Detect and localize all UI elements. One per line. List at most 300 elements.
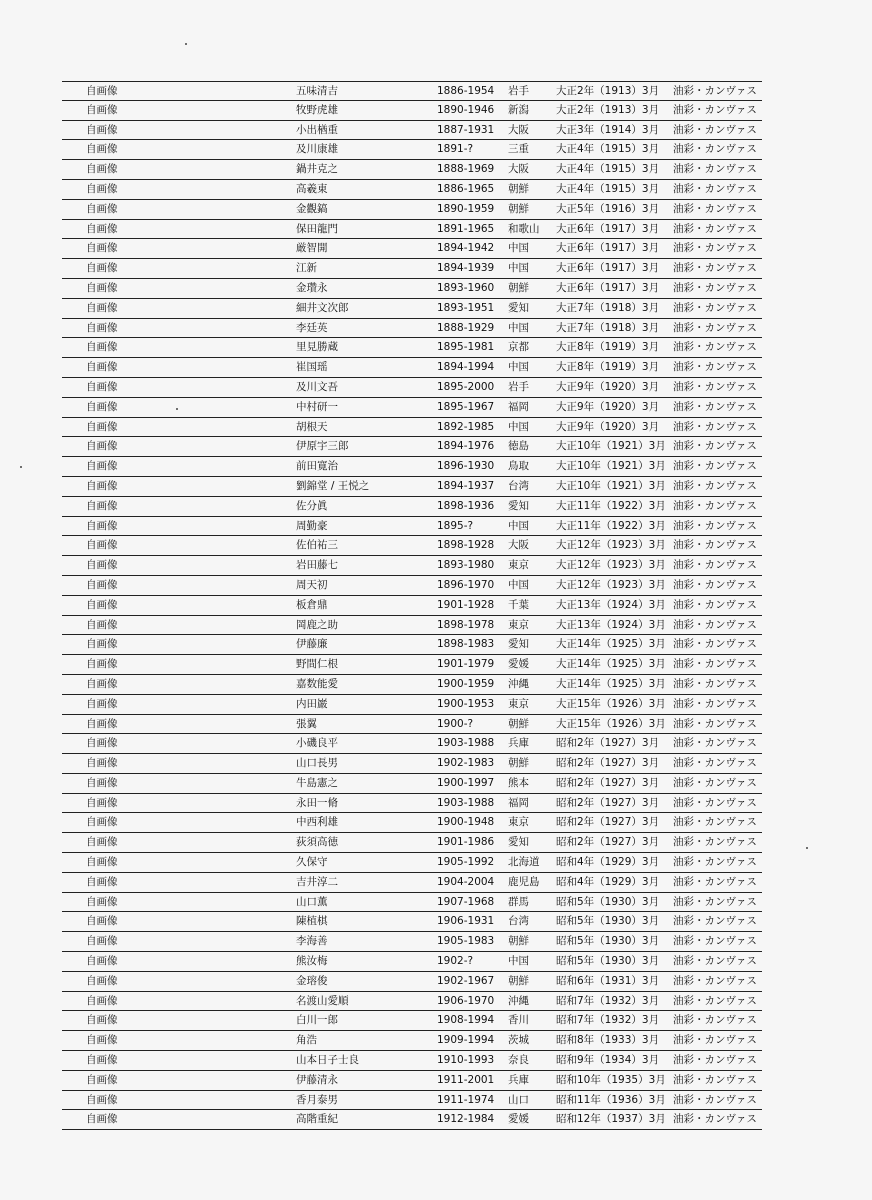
table-row [62, 517, 762, 537]
graduation-date: 昭和2年（1927）3月 [556, 776, 660, 789]
artist-name: 山口薫 [296, 895, 328, 908]
artist-years: 1911-1974 [437, 1093, 495, 1106]
artist-years: 1893-1951 [437, 301, 495, 314]
artist-years: 1902-1983 [437, 757, 495, 770]
graduation-date: 大正7年（1918）3月 [556, 301, 660, 314]
artist-years: 1894-1937 [437, 479, 495, 492]
medium: 油彩・カンヴァス [673, 856, 757, 869]
table-row [62, 813, 762, 833]
artist-name: 岡鹿之助 [296, 618, 338, 631]
artist-years: 1895-1981 [437, 341, 495, 354]
table-row [62, 259, 762, 279]
graduation-date: 大正14年（1925）3月 [556, 638, 666, 651]
table-row [62, 774, 762, 794]
artist-name: 伊藤廉 [296, 638, 328, 651]
artist-name: 及川康雄 [296, 143, 338, 156]
graduation-date: 大正3年（1914）3月 [556, 123, 660, 136]
medium: 油彩・カンヴァス [673, 895, 757, 908]
table-row [62, 279, 762, 299]
graduation-date: 昭和2年（1927）3月 [556, 757, 660, 770]
table-row [62, 992, 762, 1012]
table-row [62, 912, 762, 932]
birthplace: 岩手 [508, 85, 529, 97]
medium: 油彩・カンヴァス [673, 103, 757, 116]
artist-years: 1901-1986 [437, 836, 495, 849]
medium: 油彩・カンヴァス [673, 539, 757, 552]
table-row [62, 497, 762, 517]
artwork-title: 自画像 [86, 578, 118, 591]
table-row [62, 635, 762, 655]
graduation-date: 昭和11年（1936）3月 [556, 1093, 666, 1106]
medium: 油彩・カンヴァス [673, 341, 757, 354]
artist-years: 1895-2000 [437, 380, 495, 393]
birthplace: 朝鮮 [508, 182, 529, 195]
medium: 油彩・カンヴァス [673, 578, 757, 591]
artist-name: 厳智開 [296, 242, 328, 255]
artist-name: 嘉数能愛 [296, 677, 338, 690]
artist-name: 熊汝梅 [296, 955, 328, 968]
table-row [62, 833, 762, 853]
birthplace: 中国 [508, 262, 529, 275]
medium: 油彩・カンヴァス [673, 400, 757, 413]
artist-name: 陳植棋 [296, 915, 328, 928]
artist-name: 前田寛治 [296, 460, 338, 473]
artist-name: 野間仁根 [296, 658, 338, 671]
graduation-date: 大正13年（1924）3月 [556, 598, 666, 611]
table-row [62, 873, 762, 893]
birthplace: 中国 [508, 321, 529, 334]
birthplace: 香川 [508, 1014, 529, 1027]
artwork-title: 自画像 [86, 717, 118, 730]
artist-years: 1900-1948 [437, 816, 495, 829]
table-row [62, 338, 762, 358]
graduation-date: 大正9年（1920）3月 [556, 400, 660, 413]
artist-name: 周天初 [296, 578, 328, 591]
graduation-date: 大正2年（1913）3月 [556, 85, 660, 97]
graduation-date: 大正10年（1921）3月 [556, 440, 666, 453]
graduation-date: 大正15年（1926）3月 [556, 717, 666, 730]
graduation-date: 大正4年（1915）3月 [556, 182, 660, 195]
artist-years: 1896-1930 [437, 460, 495, 473]
artist-name: 金瓚永 [296, 281, 328, 294]
birthplace: 中国 [508, 242, 529, 255]
artwork-title: 自画像 [86, 974, 118, 987]
birthplace: 朝鮮 [508, 757, 529, 770]
artist-years: 1891-1965 [437, 222, 495, 235]
artist-name: 崔国瑶 [296, 361, 328, 374]
medium: 油彩・カンヴァス [673, 955, 757, 968]
artist-name: 伊原宇三郎 [296, 440, 349, 453]
artwork-title: 自画像 [86, 1093, 118, 1106]
graduation-date: 大正14年（1925）3月 [556, 677, 666, 690]
medium: 油彩・カンヴァス [673, 737, 757, 750]
birthplace: 福岡 [508, 400, 529, 413]
medium: 油彩・カンヴァス [673, 380, 757, 393]
artist-name: 里見勝蔵 [296, 341, 338, 354]
artwork-title: 自画像 [86, 895, 118, 908]
birthplace: 中国 [508, 420, 529, 433]
medium: 油彩・カンヴァス [673, 717, 757, 730]
artwork-title: 自画像 [86, 776, 118, 789]
table-row [62, 358, 762, 378]
artist-years: 1903-1988 [437, 737, 495, 750]
graduation-date: 大正8年（1919）3月 [556, 341, 660, 354]
birthplace: 千葉 [508, 598, 529, 611]
artist-years: 1894-1994 [437, 361, 495, 374]
birthplace: 中国 [508, 519, 529, 532]
medium: 油彩・カンヴァス [673, 519, 757, 532]
table-row [62, 655, 762, 675]
graduation-date: 大正12年（1923）3月 [556, 559, 666, 572]
artist-name: 山本日子士良 [296, 1054, 359, 1067]
artist-years: 1904-2004 [437, 875, 495, 888]
paper-speck [185, 43, 187, 45]
table-row [62, 893, 762, 913]
artist-name: 板倉鼎 [296, 598, 328, 611]
artist-years: 1887-1931 [437, 123, 495, 136]
medium: 油彩・カンヴァス [673, 994, 757, 1007]
birthplace: 兵庫 [508, 737, 529, 750]
artwork-title: 自画像 [86, 539, 118, 552]
graduation-date: 大正12年（1923）3月 [556, 539, 666, 552]
medium: 油彩・カンヴァス [673, 816, 757, 829]
table-row [62, 319, 762, 339]
artist-name: 張翼 [296, 717, 317, 730]
medium: 油彩・カンヴァス [673, 1054, 757, 1067]
medium: 油彩・カンヴァス [673, 163, 757, 176]
artwork-title: 自画像 [86, 380, 118, 393]
artist-years: 1908-1994 [437, 1014, 495, 1027]
artist-years: 1894-1939 [437, 262, 495, 275]
artist-name: 高羲東 [296, 182, 328, 195]
artwork-title: 自画像 [86, 321, 118, 334]
graduation-date: 大正11年（1922）3月 [556, 499, 666, 512]
artist-years: 1892-1985 [437, 420, 495, 433]
graduation-date: 大正10年（1921）3月 [556, 460, 666, 473]
artist-years: 1893-1980 [437, 559, 495, 572]
graduation-date: 大正6年（1917）3月 [556, 242, 660, 255]
artist-years: 1906-1970 [437, 994, 495, 1007]
artwork-title: 自画像 [86, 499, 118, 512]
birthplace: 愛知 [508, 499, 529, 512]
artist-years: 1893-1960 [437, 281, 495, 294]
table-row [62, 140, 762, 160]
artist-years: 1891-? [437, 143, 474, 156]
medium: 油彩・カンヴァス [673, 875, 757, 888]
birthplace: 東京 [508, 816, 529, 829]
artist-years: 1894-1942 [437, 242, 495, 255]
artwork-title: 自画像 [86, 816, 118, 829]
artist-years: 1902-1967 [437, 974, 495, 987]
medium: 油彩・カンヴァス [673, 1113, 757, 1126]
table-row [62, 616, 762, 636]
table-row [62, 378, 762, 398]
birthplace: 朝鮮 [508, 202, 529, 215]
artwork-title: 自画像 [86, 400, 118, 413]
birthplace: 大阪 [508, 539, 529, 552]
artist-name: 吉井淳二 [296, 875, 338, 888]
artwork-title: 自画像 [86, 559, 118, 572]
birthplace: 朝鮮 [508, 717, 529, 730]
graduation-date: 昭和5年（1930）3月 [556, 935, 660, 948]
medium: 油彩・カンヴァス [673, 479, 757, 492]
medium: 油彩・カンヴァス [673, 638, 757, 651]
artist-name: 保田龍門 [296, 222, 338, 235]
artist-years: 1903-1988 [437, 796, 495, 809]
artist-name: 高階重紀 [296, 1113, 338, 1126]
birthplace: 三重 [508, 143, 529, 156]
artist-years: 1898-1978 [437, 618, 495, 631]
artist-years: 1895-? [437, 519, 474, 532]
artwork-title: 自画像 [86, 1014, 118, 1027]
artwork-title: 自画像 [86, 202, 118, 215]
artist-name: 小磯良平 [296, 737, 338, 750]
artist-name: 牧野虎雄 [296, 103, 338, 116]
artwork-title: 自画像 [86, 1073, 118, 1086]
artist-years: 1901-1979 [437, 658, 495, 671]
birthplace: 徳島 [508, 440, 529, 453]
medium: 油彩・カンヴァス [673, 1093, 757, 1106]
graduation-date: 大正11年（1922）3月 [556, 519, 666, 532]
artwork-title: 自画像 [86, 341, 118, 354]
artwork-title: 自画像 [86, 875, 118, 888]
medium: 油彩・カンヴァス [673, 776, 757, 789]
table-row [62, 1031, 762, 1051]
artist-years: 1900-? [437, 717, 474, 730]
table-row [62, 437, 762, 457]
artwork-title: 自画像 [86, 1034, 118, 1047]
artist-years: 1902-? [437, 955, 474, 968]
medium: 油彩・カンヴァス [673, 1034, 757, 1047]
artist-years: 1900-1953 [437, 697, 495, 710]
artist-years: 1907-1968 [437, 895, 495, 908]
medium: 油彩・カンヴァス [673, 836, 757, 849]
graduation-date: 昭和7年（1932）3月 [556, 1014, 660, 1027]
graduation-date: 大正9年（1920）3月 [556, 420, 660, 433]
artist-name: 牛島憲之 [296, 776, 338, 789]
medium: 油彩・カンヴァス [673, 499, 757, 512]
graduation-date: 昭和8年（1933）3月 [556, 1034, 660, 1047]
table-row [62, 299, 762, 319]
birthplace: 京都 [508, 341, 529, 354]
artist-name: 伊藤清永 [296, 1073, 338, 1086]
artist-years: 1898-1928 [437, 539, 495, 552]
artist-years: 1912-1984 [437, 1113, 495, 1126]
birthplace: 山口 [508, 1093, 529, 1106]
table-row [62, 1091, 762, 1111]
artwork-title: 自画像 [86, 697, 118, 710]
graduation-date: 昭和2年（1927）3月 [556, 796, 660, 809]
medium: 油彩・カンヴァス [673, 182, 757, 195]
artist-name: 金瑢俊 [296, 974, 328, 987]
medium: 油彩・カンヴァス [673, 301, 757, 314]
artist-name: 江新 [296, 262, 317, 275]
graduation-date: 大正6年（1917）3月 [556, 222, 660, 235]
artwork-title: 自画像 [86, 915, 118, 928]
artist-name: 李海善 [296, 935, 328, 948]
artist-name: 劉錦堂 / 王悦之 [296, 479, 370, 492]
graduation-date: 大正14年（1925）3月 [556, 658, 666, 671]
artist-name: 五味清吉 [296, 85, 338, 97]
medium: 油彩・カンヴァス [673, 796, 757, 809]
artist-years: 1905-1992 [437, 856, 495, 869]
artist-years: 1890-1959 [437, 202, 495, 215]
graduation-date: 大正13年（1924）3月 [556, 618, 666, 631]
birthplace: 新潟 [508, 103, 529, 116]
medium: 油彩・カンヴァス [673, 974, 757, 987]
table-row [62, 1071, 762, 1091]
graduation-date: 昭和2年（1927）3月 [556, 816, 660, 829]
table-row [62, 180, 762, 200]
artist-name: 内田巌 [296, 697, 328, 710]
table-row [62, 972, 762, 992]
artist-name: 中西利雄 [296, 816, 338, 829]
graduation-date: 昭和12年（1937）3月 [556, 1113, 666, 1126]
birthplace: 朝鮮 [508, 974, 529, 987]
table-row [62, 715, 762, 735]
paper-speck [20, 466, 22, 468]
medium: 油彩・カンヴァス [673, 618, 757, 631]
birthplace: 奈良 [508, 1054, 529, 1067]
artist-name: 李廷英 [296, 321, 328, 334]
graduation-date: 昭和7年（1932）3月 [556, 994, 660, 1007]
artist-name: 細井文次郎 [296, 301, 349, 314]
artist-years: 1896-1970 [437, 578, 495, 591]
birthplace: 東京 [508, 559, 529, 572]
birthplace: 福岡 [508, 796, 529, 809]
medium: 油彩・カンヴァス [673, 460, 757, 473]
artwork-title: 自画像 [86, 955, 118, 968]
artist-years: 1905-1983 [437, 935, 495, 948]
graduation-date: 昭和4年（1929）3月 [556, 856, 660, 869]
graduation-date: 昭和4年（1929）3月 [556, 875, 660, 888]
artwork-title: 自画像 [86, 856, 118, 869]
birthplace: 沖縄 [508, 994, 529, 1007]
table-row [62, 734, 762, 754]
birthplace: 台湾 [508, 479, 529, 492]
birthplace: 愛知 [508, 836, 529, 849]
artist-name: 岩田藤七 [296, 559, 338, 572]
table-row [62, 556, 762, 576]
medium: 油彩・カンヴァス [673, 281, 757, 294]
birthplace: 兵庫 [508, 1073, 529, 1086]
graduation-date: 大正7年（1918）3月 [556, 321, 660, 334]
birthplace: 北海道 [508, 856, 540, 869]
graduation-date: 大正4年（1915）3月 [556, 143, 660, 156]
graduation-date: 大正8年（1919）3月 [556, 361, 660, 374]
birthplace: 鳥取 [508, 460, 529, 473]
artist-years: 1900-1959 [437, 677, 495, 690]
artwork-title: 自画像 [86, 638, 118, 651]
graduation-date: 昭和10年（1935）3月 [556, 1073, 666, 1086]
birthplace: 鹿児島 [508, 875, 540, 888]
paper-speck [806, 847, 808, 849]
birthplace: 東京 [508, 618, 529, 631]
artist-name: 小出楢重 [296, 123, 338, 136]
artwork-title: 自画像 [86, 618, 118, 631]
artwork-title: 自画像 [86, 737, 118, 750]
birthplace: 岩手 [508, 380, 529, 393]
artwork-title: 自画像 [86, 85, 118, 97]
table-row [62, 121, 762, 141]
artwork-title: 自画像 [86, 677, 118, 690]
artist-name: 中村研一 [296, 400, 338, 413]
graduation-date: 昭和5年（1930）3月 [556, 955, 660, 968]
table-row [62, 932, 762, 952]
medium: 油彩・カンヴァス [673, 677, 757, 690]
artist-name: 金觀鎬 [296, 202, 328, 215]
artist-years: 1886-1954 [437, 85, 495, 97]
birthplace: 台湾 [508, 915, 529, 928]
artist-years: 1898-1983 [437, 638, 495, 651]
medium: 油彩・カンヴァス [673, 658, 757, 671]
birthplace: 愛媛 [508, 1113, 529, 1126]
graduation-date: 大正4年（1915）3月 [556, 163, 660, 176]
artwork-title: 自画像 [86, 222, 118, 235]
medium: 油彩・カンヴァス [673, 1073, 757, 1086]
medium: 油彩・カンヴァス [673, 143, 757, 156]
medium: 油彩・カンヴァス [673, 697, 757, 710]
artist-name: 山口長男 [296, 757, 338, 770]
table-row [62, 418, 762, 438]
artist-name: 周勤豪 [296, 519, 328, 532]
graduation-date: 昭和5年（1930）3月 [556, 895, 660, 908]
graduation-date: 昭和2年（1927）3月 [556, 737, 660, 750]
artwork-title: 自画像 [86, 361, 118, 374]
table-row [62, 794, 762, 814]
artist-name: 鍋井克之 [296, 163, 338, 176]
table-row [62, 220, 762, 240]
artwork-title: 自画像 [86, 262, 118, 275]
table-row [62, 1051, 762, 1071]
table-row [62, 200, 762, 220]
medium: 油彩・カンヴァス [673, 935, 757, 948]
graduation-date: 大正5年（1916）3月 [556, 202, 660, 215]
graduation-date: 昭和9年（1934）3月 [556, 1054, 660, 1067]
artist-years: 1894-1976 [437, 440, 495, 453]
medium: 油彩・カンヴァス [673, 321, 757, 334]
graduation-date: 大正12年（1923）3月 [556, 578, 666, 591]
table-row [62, 596, 762, 616]
artist-years: 1886-1965 [437, 182, 495, 195]
artist-years: 1911-2001 [437, 1073, 495, 1086]
birthplace: 群馬 [508, 895, 529, 908]
birthplace: 愛媛 [508, 658, 529, 671]
artwork-title: 自画像 [86, 281, 118, 294]
table-row [62, 81, 762, 101]
self-portrait-table [62, 81, 762, 1130]
table-row [62, 1011, 762, 1031]
graduation-date: 大正9年（1920）3月 [556, 380, 660, 393]
medium: 油彩・カンヴァス [673, 1014, 757, 1027]
artist-years: 1888-1969 [437, 163, 495, 176]
table-row [62, 477, 762, 497]
table-row [62, 675, 762, 695]
medium: 油彩・カンヴァス [673, 440, 757, 453]
medium: 油彩・カンヴァス [673, 262, 757, 275]
medium: 油彩・カンヴァス [673, 559, 757, 572]
table-row [62, 160, 762, 180]
birthplace: 東京 [508, 697, 529, 710]
artwork-title: 自画像 [86, 123, 118, 136]
artwork-title: 自画像 [86, 757, 118, 770]
graduation-date: 大正15年（1926）3月 [556, 697, 666, 710]
table-row [62, 695, 762, 715]
artwork-title: 自画像 [86, 182, 118, 195]
artwork-title: 自画像 [86, 658, 118, 671]
graduation-date: 昭和5年（1930）3月 [556, 915, 660, 928]
artwork-title: 自画像 [86, 103, 118, 116]
